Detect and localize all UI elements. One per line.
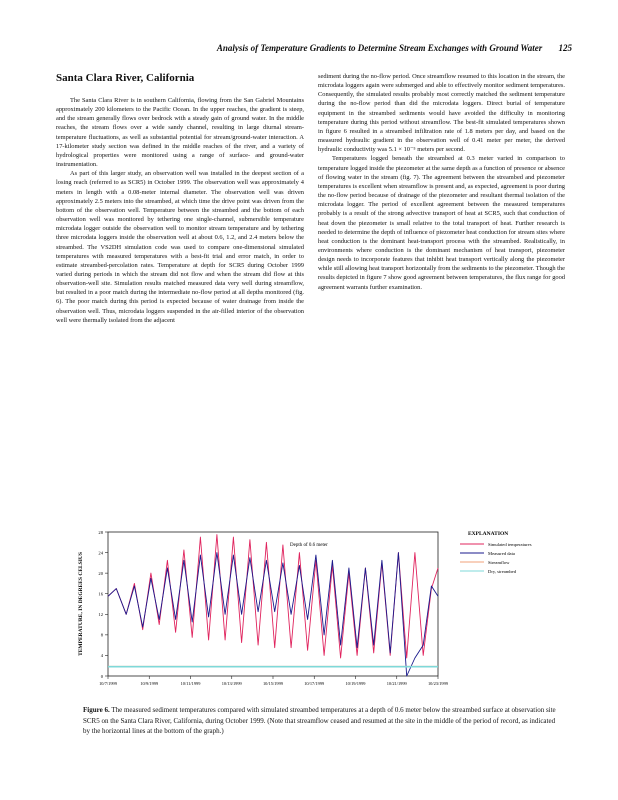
legend — [460, 531, 532, 575]
x-tick-label: 10/23/1999 — [427, 681, 449, 686]
legend-label-dry: Dry, streambed — [488, 569, 517, 574]
y-tick-label: 20 — [98, 570, 103, 576]
running-header — [217, 43, 572, 53]
y-tick-label: 4 — [100, 653, 103, 659]
text-column-left — [56, 96, 304, 325]
legend-heading: EXPLANATION — [468, 531, 509, 537]
x-tick-label: 10/7/1999 — [99, 681, 117, 686]
x-tick-label: 10/9/1999 — [140, 681, 159, 686]
x-tick-label: 10/15/1999 — [262, 681, 284, 686]
legend-label-measured: Measured data — [488, 551, 515, 556]
x-tick-label: 10/13/1999 — [221, 681, 242, 686]
y-tick-label: 0 — [100, 673, 103, 679]
y-tick-label: 28 — [98, 529, 103, 535]
y-tick-label: 12 — [98, 612, 103, 618]
x-tick-label: 10/21/1999 — [386, 681, 407, 686]
y-tick-label: 8 — [100, 632, 103, 638]
caption-text: The measured sediment temperatures compared with simulated streambed temperatures at a depth of 0.6 meter below the streambed surface at observation site SCR5 on the Santa Clara River, California, during October 1999. (Note that streamflow ceased and resumed at the site in the middle of the period of record, as indicated by the horizontal lines at the bottom of the graph.) — [83, 706, 556, 735]
y-tick-label: 24 — [98, 550, 103, 556]
series-simulated-line — [108, 535, 438, 658]
y-axis-label: TEMPERATURE, IN DEGREES CELSIUS — [78, 552, 84, 656]
chart-inner-title: Depth of 0.6 meter — [290, 543, 328, 548]
figure-6-chart — [40, 523, 600, 693]
legend-label-streamflow: Streamflow — [488, 560, 510, 565]
section-title: Santa Clara River, California — [56, 72, 195, 84]
text-column-right — [318, 72, 565, 292]
paragraph: sediment during the no-flow period. Once streamflow resumed to this location in the stream, the microdata loggers again were submerged and able to effectively monitor sediment temperatures. Consequently, the simulated results probably most correctly matched the sediment temperature during the no-flow period than did the microdata loggers. Direct burial of temperature equipment in the streambed sediments would have avoided the difficulty in monitoring temperature during this period without streamflow. The best-fit simulated temperatures shown in figure 6 resulted in a streambed infiltration rate of 1.8 meters per day, and based on the measured hydraulic gradient in the observation well of 0.41 meter per meter, the derived hydraulic conductivity was 5.1 × 10⁻⁵ meters per second. — [318, 73, 565, 154]
figure-label: Figure 6. — [83, 706, 110, 714]
plot-frame — [108, 532, 438, 676]
x-tick-label: 10/17/1999 — [304, 681, 325, 686]
y-tick-label: 16 — [98, 591, 103, 597]
chart-svg — [40, 523, 600, 693]
x-tick-label: 10/11/1999 — [180, 681, 201, 686]
paragraph: The Santa Clara River is in southern California, flowing from the San Gabriel Mountains approximately 200 kilometers to the Pacific Ocean. In the upper reaches, the gradient is steep, and the stream generally flows over bedrock with a steady gain of ground water. In the middle reaches, the stream flows over a wide sandy channel, resulting in large diurnal stream-temperature fluctuations, as well as substantial potential for stream/ground-water interaction. A 17-kilometer study section was defined in the middle reaches of the river, and a variety of hydrological properties were monitored using a range of surface- and ground-water instrumentation. — [56, 97, 304, 169]
header-title: Analysis of Temperature Gradients to Determine Stream Exchanges with Ground Water — [216, 43, 543, 53]
figure-caption — [83, 705, 563, 737]
legend-label-simulated: Simulated temperatures — [488, 542, 532, 547]
x-tick-label: 10/19/1999 — [345, 681, 366, 686]
paragraph: As part of this larger study, an observation well was installed in the deepest section of a losing reach (referred to as SCR5) in October 1999. The observation well was approximately 4 meters in length with a 0.08-meter internal diameter. The observation well was driven approximately 2.5 meters into the streambed, at which time the drive point was driven from the bottom of the observation well. Temperature between the streambed and the bottom of each observation well was monitored by tethering one single-channel, submersible temperature microdata logger outside the observation well to monitor stream temperature and by tethering three microdata loggers inside the observation well at about 0.6, 1.2, and 2.4 meters below the streambed. The VS2DH simulation code was used to compare one-dimensional simulated temperatures with measured temperatures with a best-fit trial and error match, in order to estimate streambed-percolation rates. Temperature at depth for SCR5 during October 1999 varied during periods in which the stream did not flow and when the stream did flow at this observation-well site. Simulation results matched measured data very well during streamflow, but resulted in a poor match during the intermediate no-flow period at all depths monitored (fig. 6). The poor match during this period is expected because of water drainage from inside the observation well. Thus, microdata loggers suspended in the air-filled interior of the observation well were thermally isolated from the adjacent — [56, 170, 304, 324]
page-number: 125 — [558, 43, 572, 53]
paragraph: Temperatures logged beneath the streambed at 0.3 meter varied in comparison to temperature logged inside the piezometer at the same depth as a function of presence or absence of flowing water in the stream (fig. 7). The agreement between the streambed and piezometer temperatures is excellent when streamflow is present and, as expected, agreement is poor during the no-flow period because of drainage of the piezometer and resultant thermal isolation of the microdata logger. The period of excellent agreement between the measured temperatures probably is a result of the strong advective transport of heat at SCR5, such that conduction of heat down the piezometer is small relative to the total transport of heat. Further research is needed to determine the depth of influence of piezometer heat conduction for stream sites where heat conduction is the dominant heat-transport process with the streambed. Realistically, in environments where conduction is the dominant mechanism of heat transport, piezometer design needs to incorporate features that inhibit heat transport vertically along the piezometer while still allowing heat transport horizontally from the sediments to the piezometer. Though the results depicted in figure 7 show good agreement between temperatures, the flux range for good agreement warrants further examination. — [318, 155, 565, 291]
